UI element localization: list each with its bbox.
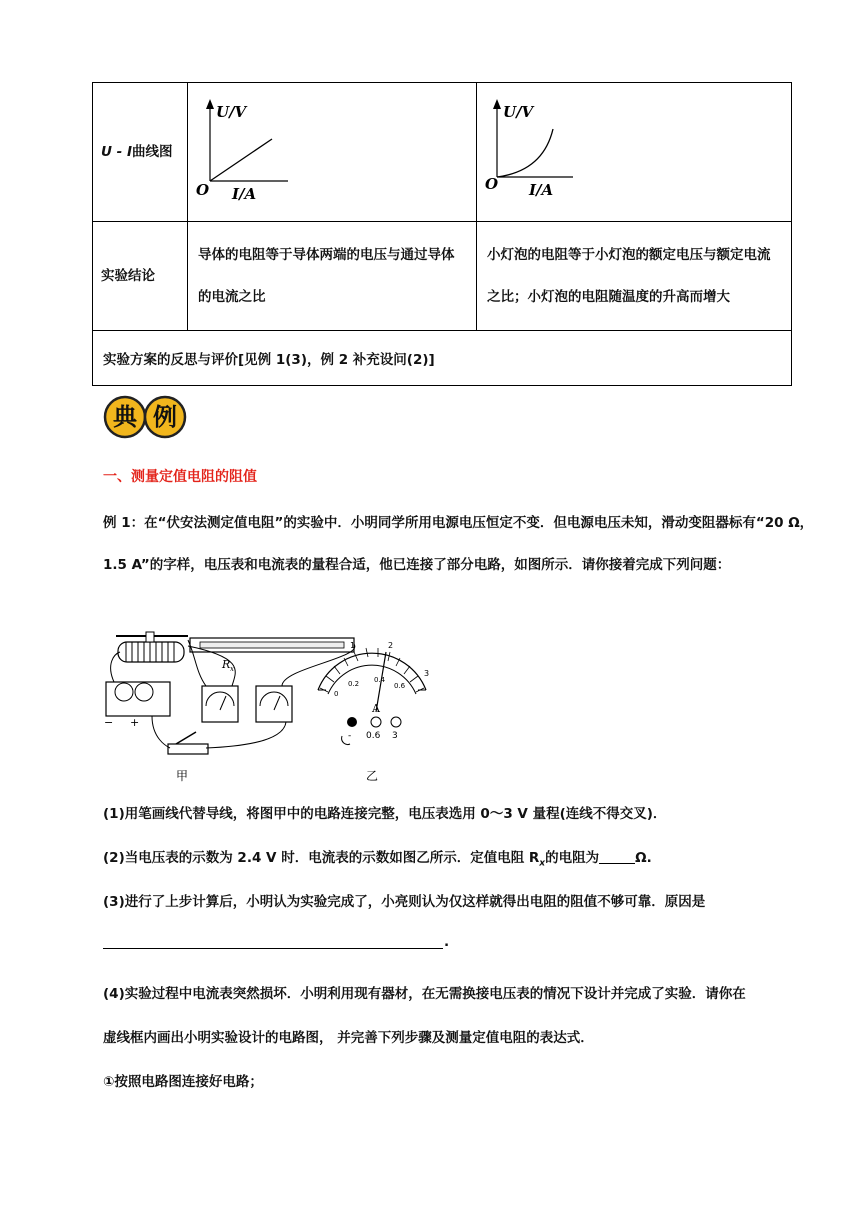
question-1: (1)用笔画线代替导线，将图甲中的电路连接完整，电压表选用 0～3 V 量程(连线不得交叉)． [103,806,667,822]
scale-2: 2 [388,641,394,650]
q3-period: . [444,934,450,950]
example-badge [103,393,191,441]
ammeter [202,686,238,722]
answer-blank-q3[interactable] [103,948,443,949]
x-axis-label: I/A [232,185,257,203]
terminal-label-3: 3 [392,731,398,741]
dial-ticks [320,648,424,692]
nonlinear-ui-graph [477,83,797,219]
y-arrow [206,99,214,109]
question-4-line-2: 虚线框内画出小明实验设计的电路图， 并完善下列步骤及测量定值电阻的表达式． [103,1030,594,1046]
resistor-label: R [222,658,231,671]
meter-letter: A [372,702,380,715]
answer-blank-q2[interactable] [599,849,635,864]
linear-curve [210,139,272,181]
terminal-06 [371,717,381,727]
scale-1: 1 [350,641,356,650]
y-arrow [493,99,501,109]
resistor-board [190,638,354,673]
conclusion-left: 导体的电阻等于导体两端的电压与通过导体的电流之比 [188,222,477,331]
label-curve: 曲线图 [132,144,173,160]
example1-intro: 例 1：在“伏安法测定值电阻”的实验中．小明同学所用电源电压恒定不变．但电源电压未知，滑动变阻器标有“20 Ω，1.5 A”的字样，电压表和电流表的量程合适，他已连接了部分电路，如图所示．请你接着完成下列问题： [103,515,814,573]
step-1: ①按照电路图连接好电路； [103,1074,263,1090]
question-2: (2)当电压表的示数为 2.4 V 时．电流表的示数如图乙所示．定值电阻 $R_x$的电阻为 Ω. [103,850,652,869]
battery-plus: + [130,716,140,729]
question-4-line-1: (4)实验过程中电流表突然损坏．小明利用现有器材，在无需换接电压表的情况下设计并完成了实验．请你在 [103,986,746,1002]
scale-0: 0 [334,690,339,698]
caption-yi: 乙 [366,769,379,783]
row-label-conclusion: 实验结论 [93,222,188,331]
question-3: (3)进行了上步计算后，小明认为实验完成了，小亮则认为仅这样就得出电阻的阻值不够可靠．原因是 [103,894,706,910]
y-axis-label: U/V [503,103,534,121]
scale-06: 0.6 [394,682,406,690]
caption-jia: 甲 [176,769,189,783]
switch [168,732,208,754]
circuit-figure [96,628,446,786]
label-ui: U - I [101,144,132,160]
badge-char-1: 典 [113,403,137,431]
scale-02: 0.2 [348,680,360,688]
voltmeter [256,686,292,722]
comparison-table [92,82,792,386]
badge-char-2: 例 [153,403,177,431]
resistor-sub: x [230,665,234,673]
graph-linear-cell [188,83,477,222]
scale-3: 3 [424,669,430,678]
origin-label: O [485,175,499,193]
linear-ui-graph [188,83,474,219]
scale-04: 0.4 [374,676,386,684]
conclusion-right: 小灯泡的电阻等于小灯泡的额定电压与额定电流之比；小灯泡的电阻随温度的升高而增大 [477,222,792,331]
ammeter-dial [318,641,429,745]
x-axis-label: I/A [529,181,554,199]
reflection-row: 实验方案的反思与评价[见例 1(3)，例 2 补充设问(2)] [93,331,792,386]
terminal-minus [347,717,357,727]
battery-box [104,682,170,729]
battery-minus: − [104,716,114,729]
nonlinear-curve [497,129,553,177]
rheostat [116,632,188,662]
terminal-label-minus: - [348,731,352,741]
graph-nonlinear-cell [477,83,792,222]
y-axis-label: U/V [216,103,247,121]
terminal-3 [391,717,401,727]
section-title: 一、测量定值电阻的阻值 [103,469,257,485]
origin-label: O [196,181,210,199]
row-label-ui-curve [93,83,188,222]
terminal-label-06: 0.6 [366,731,381,741]
